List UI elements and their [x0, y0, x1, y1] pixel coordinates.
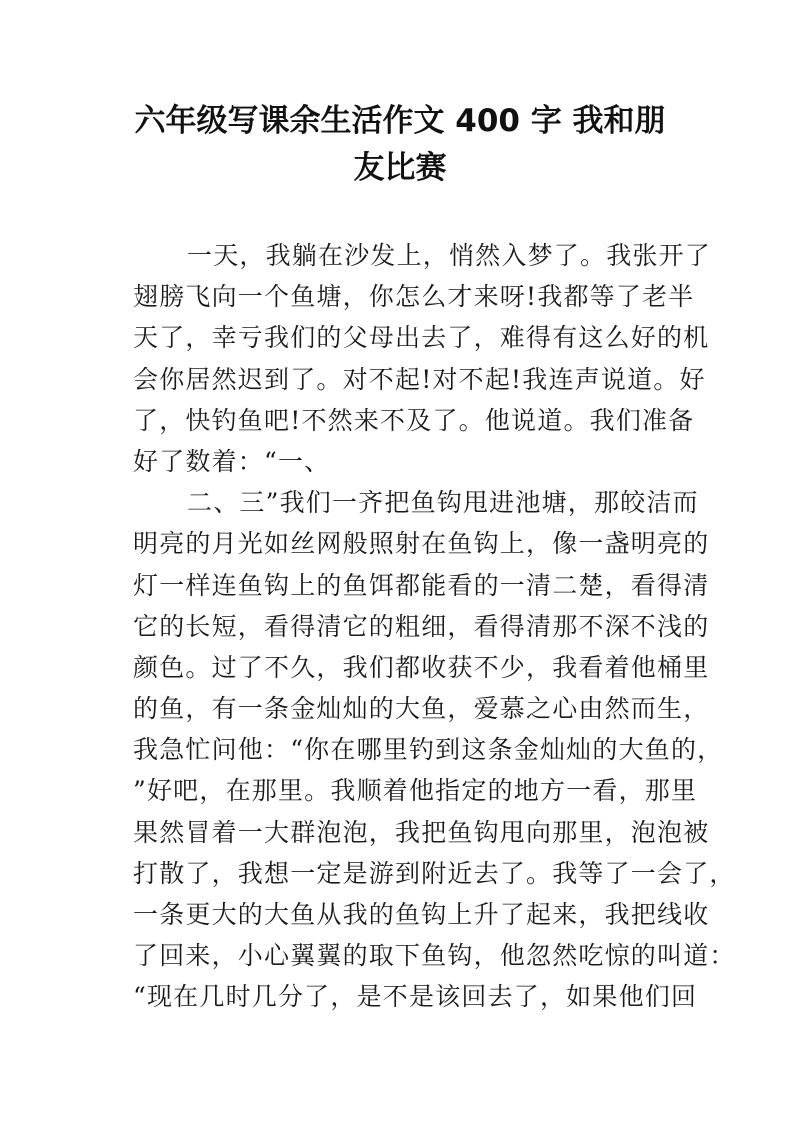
essay-body [133, 235, 736, 1018]
text-line: 一条更大的大鱼从我的鱼钩上升了起来，我把线收 [133, 900, 710, 929]
text-line: 好了数着：“一、 [133, 446, 331, 476]
text-line: 明亮的月光如丝网般照射在鱼钩上，像一盏明亮的 [133, 529, 710, 559]
paragraph-1 [133, 235, 712, 482]
text-line: 翅膀飞向一个鱼塘，你怎么才来呀!我都等了老半 [133, 282, 695, 312]
text-line: 会你居然迟到了。对不起!对不起!我连声说道。好 [133, 364, 706, 394]
text-line: 一天，我躺在沙发上，悄然入梦了。我张开了 [187, 241, 712, 270]
text-line: “现在几时几分了，是不是该回去了，如果他们回 [133, 982, 698, 1012]
paragraph-2 [133, 482, 736, 1017]
text-line: 了，快钓鱼吧!不然来不及了。他说道。我们准备 [133, 405, 695, 435]
text-line: 打散了，我想一定是游到附近去了。我等了一会了， [133, 858, 736, 888]
text-line: 灯一样连鱼钩上的鱼饵都能看的一清二楚，看得清 [133, 570, 710, 600]
text-line: 天了，幸亏我们的父母出去了，难得有这么好的机 [133, 323, 710, 353]
text-line: 果然冒着一大群泡泡，我把鱼钩甩向那里，泡泡被 [133, 817, 710, 847]
text-line: 我急忙问他：“你在哪里钓到这条金灿灿的大鱼的， [133, 735, 724, 765]
text-line: 的鱼，有一条金灿灿的大鱼，爱慕之心由然而生， [133, 694, 710, 724]
text-line: 它的长短，看得清它的粗细，看得清那不深不浅的 [133, 611, 710, 641]
text-line: 颜色。过了不久，我们都收获不少，我看着他桶里 [133, 652, 710, 682]
title-line-2: 友比赛 [353, 150, 447, 186]
text-line: ”好吧，在那里。我顺着他指定的地方一看，那里 [133, 776, 698, 806]
text-line: 二、三”我们一齐把鱼钩甩进池塘，那皎洁而 [187, 488, 699, 518]
page-title [120, 98, 680, 192]
title-line-1: 六年级写课余生活作文 400 字 我和朋 [134, 103, 666, 139]
text-line: 了回来，小心翼翼的取下鱼钩，他忽然吃惊的叫道： [133, 941, 736, 971]
